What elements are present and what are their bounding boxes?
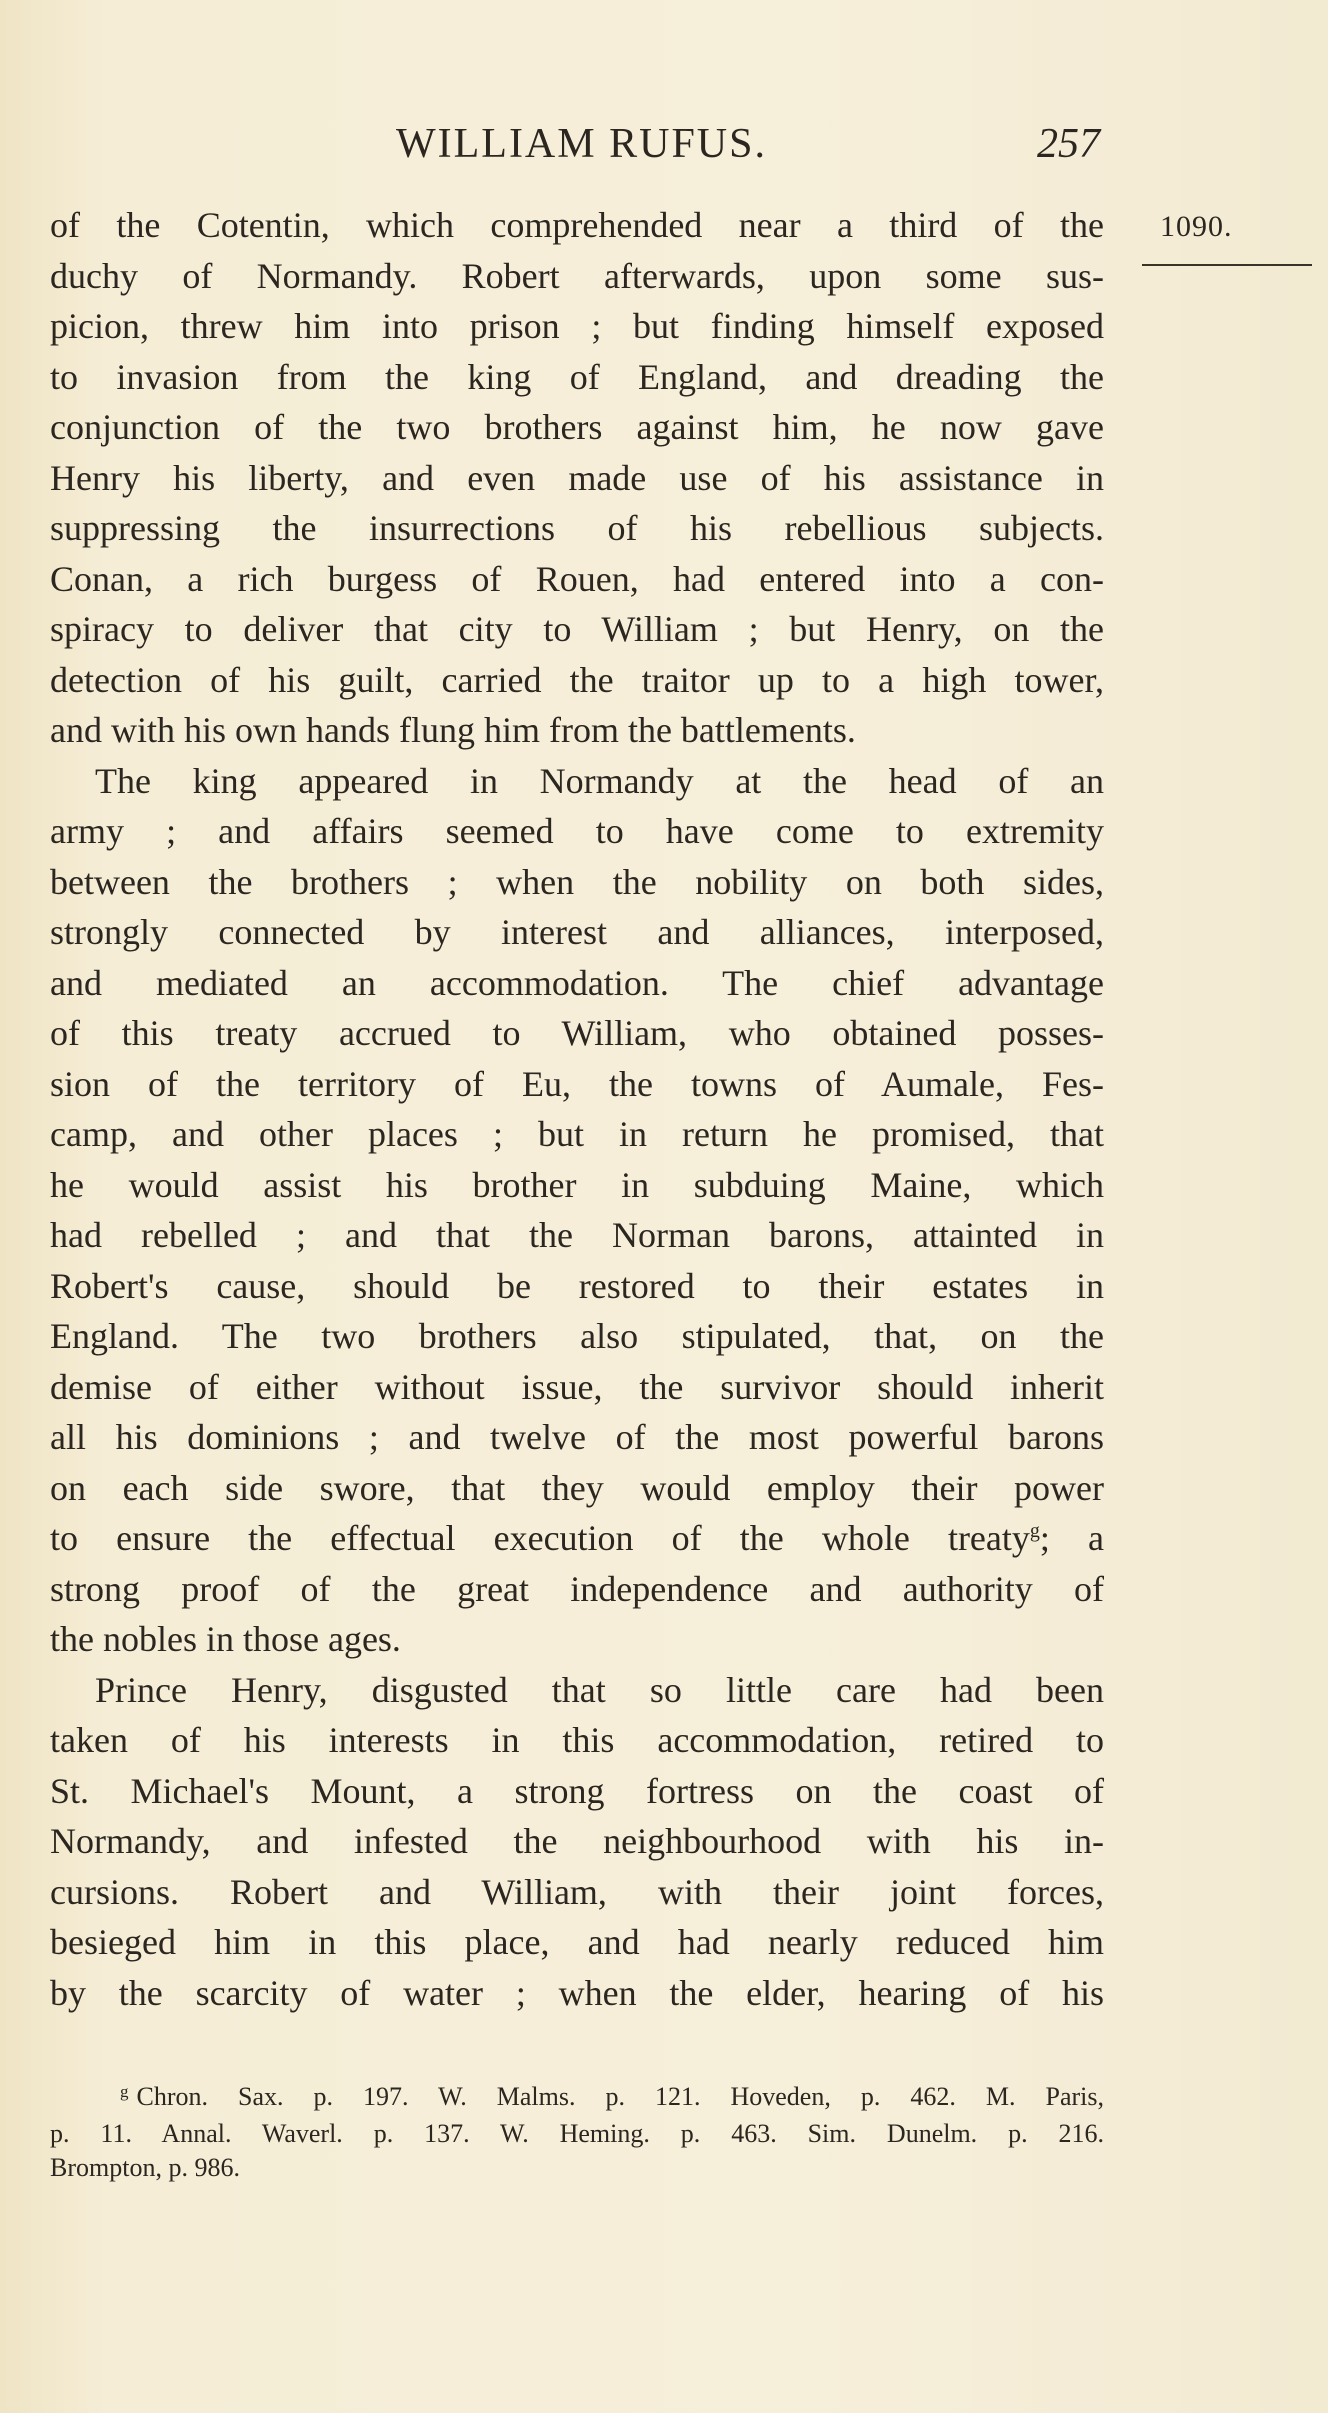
footnote-line: p. 11. Annal. Waverl. p. 137. W. Heming. p. 463. Sim. Dunelm. p. 216. (50, 2119, 1104, 2148)
text-line: sion of the territory of Eu, the towns of Aumale, Fes- (50, 1063, 1104, 1104)
margin-date: 1090. (1160, 210, 1233, 243)
text-line: camp, and other places ; but in return he promised, that (50, 1114, 1104, 1154)
footnote-reference[interactable]: g (1029, 1520, 1040, 1542)
text-line: strongly connected by interest and alliances, interposed, (50, 912, 1104, 952)
footnote-text: Chron. Sax. p. 197. W. Malms. p. 121. Hoveden, p. 462. M. Paris, (136, 2082, 1104, 2111)
text-line: Normandy, and infested the neighbourhood with his in- (50, 1821, 1104, 1861)
text-line: picion, threw him into prison ; but finding himself exposed (50, 306, 1104, 346)
text-line: and with his own hands flung him from the battlements. (50, 710, 856, 750)
text-line: taken of his interests in this accommodation, retired to (50, 1720, 1104, 1760)
text-line: duchy of Normandy. Robert afterwards, upon some sus- (50, 255, 1104, 296)
text-line-with-note (50, 1513, 1104, 1564)
running-title: WILLIAM RUFUS. (396, 121, 767, 167)
text-line: Henry his liberty, and even made use of his assistance in (50, 457, 1104, 498)
text-line: St. Michael's Mount, a strong fortress on the coast of (50, 1770, 1104, 1811)
text-line: between the brothers ; when the nobility on both sides, (50, 861, 1104, 902)
text-line: the nobles in those ages. (50, 1619, 401, 1659)
text-line: cursions. Robert and William, with their joint forces, (50, 1871, 1104, 1912)
text-line: strong proof of the great independence and authority of (50, 1568, 1104, 1609)
footnote-line (50, 2080, 1104, 2117)
text-line: all his dominions ; and twelve of the most powerful barons (50, 1417, 1104, 1457)
page-number: 257 (1037, 121, 1100, 167)
text-fragment: to ensure the effectual execution of the whole treaty (50, 1518, 1030, 1558)
text-line: besieged him in this place, and had nearly reduced him (50, 1922, 1104, 1962)
footnote-line: Brompton, p. 986. (50, 2153, 240, 2182)
text-line: of the Cotentin, which comprehended near a third of the (50, 205, 1104, 245)
body-text (50, 200, 1104, 2018)
text-line: Robert's cause, should be restored to their estates in (50, 1265, 1104, 1306)
text-line: Conan, a rich burgess of Rouen, had entered into a con- (50, 558, 1104, 599)
text-line: suppressing the insurrections of his rebellious subjects. (50, 508, 1104, 548)
text-line: demise of either without issue, the survivor should inherit (50, 1366, 1104, 1407)
margin-rule (1142, 264, 1312, 266)
text-line: spiracy to deliver that city to William ; but Henry, on the (50, 609, 1104, 649)
text-line: he would assist his brother in subduing Maine, which (50, 1164, 1104, 1205)
paragraph-start: Prince Henry, disgusted that so little care had been (95, 1669, 1104, 1710)
text-line: detection of his guilt, carried the traitor up to a high tower, (50, 659, 1104, 700)
text-fragment: ; a (1039, 1518, 1104, 1558)
text-line: of this treaty accrued to William, who obtained posses- (50, 1013, 1104, 1053)
text-line: by the scarcity of water ; when the elder, hearing of his (50, 1972, 1104, 2013)
text-line: on each side swore, that they would employ their power (50, 1467, 1104, 1508)
text-line: and mediated an accommodation. The chief advantage (50, 962, 1104, 1003)
text-line: England. The two brothers also stipulated, that, on the (50, 1316, 1104, 1356)
paragraph-start: The king appeared in Normandy at the head of an (95, 760, 1104, 801)
text-line: army ; and affairs seemed to have come to extremity (50, 811, 1104, 851)
text-line: had rebelled ; and that the Norman barons, attainted in (50, 1215, 1104, 1255)
footnotes (50, 2080, 1104, 2185)
running-head (50, 120, 1100, 176)
text-line: conjunction of the two brothers against him, he now gave (50, 407, 1104, 447)
text-line: to invasion from the king of England, and dreading the (50, 356, 1104, 397)
footnote-mark: g (120, 2082, 129, 2101)
